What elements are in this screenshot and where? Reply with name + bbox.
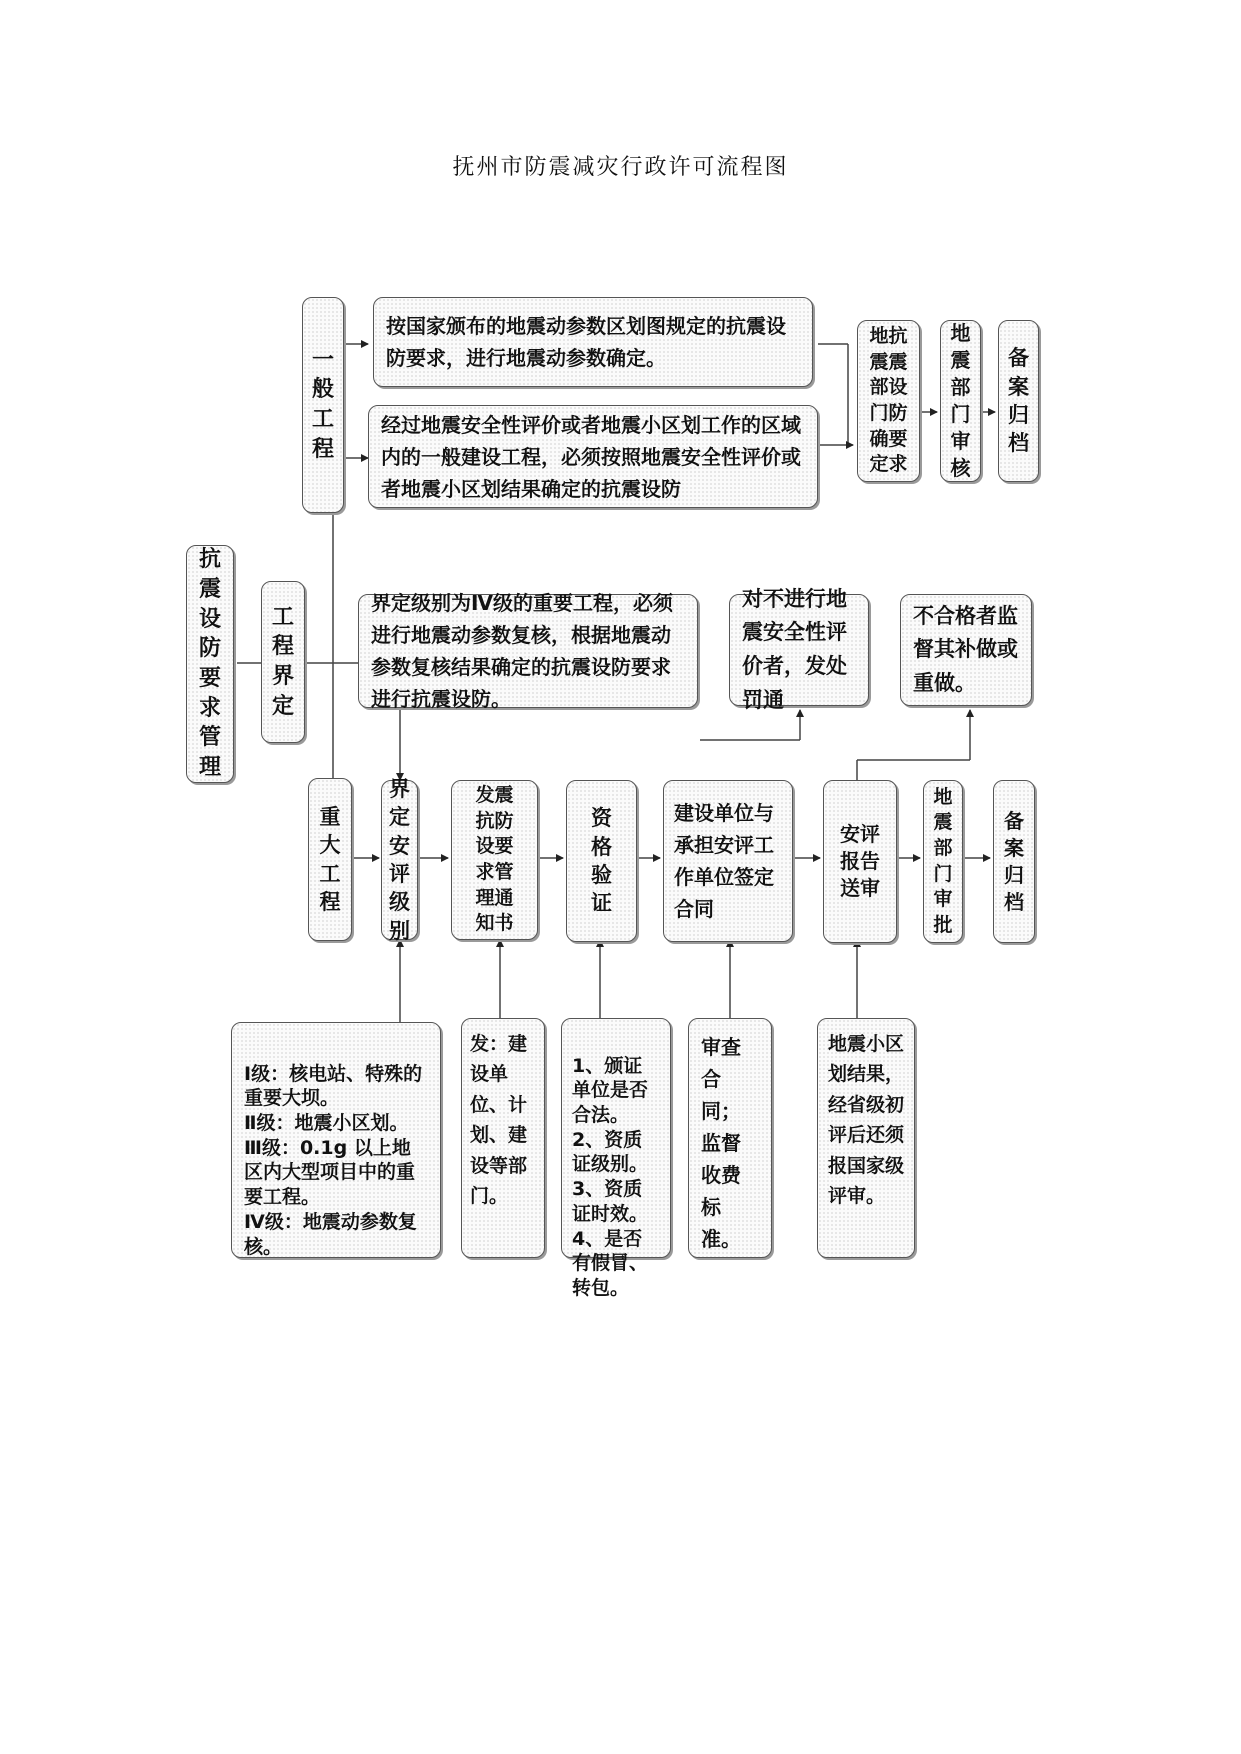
node-general-archive <box>998 320 1039 482</box>
node-major-project-label: 重大工程 <box>319 804 341 914</box>
node-penalty <box>729 586 869 712</box>
node-review-detail-label: 地震小区划结果，经省级初评后还须报国家级评审。 <box>828 1033 905 1207</box>
node-level-iv-note <box>358 591 698 711</box>
node-level-iv-note-label: 界定级别为Ⅳ级的重要工程，必须进行地震动参数复核，根据地震动参数复核结果确定的抗震设防要求进行抗震设防。 <box>371 591 673 711</box>
node-send-to-label: 发：建设单位、计划、建设等部门。 <box>470 1033 528 1207</box>
node-general-audit <box>940 320 981 482</box>
node-review-detail <box>817 1018 915 1258</box>
node-general-requirement-label: 地抗震震部设门防确要定求 <box>869 325 908 476</box>
node-qualification-check <box>566 780 637 942</box>
node-general-audit-label: 地震部门审核 <box>950 321 971 480</box>
page-title: 抚州市防震减灾行政许可流程图 <box>452 155 789 180</box>
node-major-project <box>308 778 352 941</box>
node-general-text-1 <box>373 297 813 387</box>
node-qualification-detail-label: 1、颁证单位是否合法。 2、资质证级别。 3、资质证时效。 4、是否有假冒、转包。 <box>572 1054 649 1299</box>
node-level-definitions-label: Ⅰ级：核电站、特殊的重要大坝。 Ⅱ级：地震小区划。 Ⅲ级：0.1g 以上地区内大型项目中的重要工程。 Ⅳ级：地震动参数复核。 <box>244 1062 423 1258</box>
node-major-archive-label: 备案归档 <box>1004 808 1024 914</box>
node-contract-detail-label: 审查合同；监督收费标准。 <box>701 1035 741 1251</box>
node-general-text-2 <box>368 405 818 508</box>
node-project-define-label: 工程界定 <box>271 604 294 719</box>
node-approval-label: 地震部门审批 <box>933 785 953 936</box>
node-report-review-label: 安评报告送审 <box>840 822 880 900</box>
node-level-definitions <box>231 1022 441 1258</box>
node-contract <box>663 780 793 942</box>
node-qualification-detail <box>561 1018 671 1299</box>
node-send-to <box>461 1018 545 1258</box>
node-general-project <box>302 297 344 513</box>
node-root <box>186 545 234 783</box>
node-define-level <box>381 776 418 943</box>
node-general-text-1-label: 按国家颁布的地震动参数区划图规定的抗震设防要求，进行地震动参数确定。 <box>386 314 786 370</box>
node-approval <box>923 780 963 943</box>
node-notice <box>451 780 538 940</box>
node-project-define <box>261 581 305 743</box>
node-notice-label: 发震抗防设要求管理通知书 <box>475 784 514 935</box>
node-major-archive <box>993 780 1035 943</box>
node-define-level-label: 界定安评级别 <box>389 776 410 943</box>
node-unqualified <box>900 594 1032 706</box>
node-general-project-label: 一般工程 <box>311 347 334 462</box>
node-penalty-label: 对不进行地震安全性评价者，发处罚通 <box>742 586 847 712</box>
node-root-label: 抗震设防要求管理 <box>198 547 221 781</box>
node-contract-detail <box>688 1018 772 1258</box>
node-report-review <box>823 780 897 943</box>
node-qualification-check-label: 资格验证 <box>591 806 612 916</box>
node-contract-label: 建设单位与承担安评工作单位签定合同 <box>674 801 774 921</box>
node-unqualified-label: 不合格者监督其补做或重做。 <box>913 603 1018 695</box>
node-general-text-2-label: 经过地震安全性评价或者地震小区划工作的区域内的一般建设工程，必须按照地震安全性评价或者地震小区划结果确定的抗震设防 <box>381 412 801 501</box>
node-general-archive-label: 备案归档 <box>1008 346 1029 456</box>
node-general-requirement <box>857 320 920 482</box>
